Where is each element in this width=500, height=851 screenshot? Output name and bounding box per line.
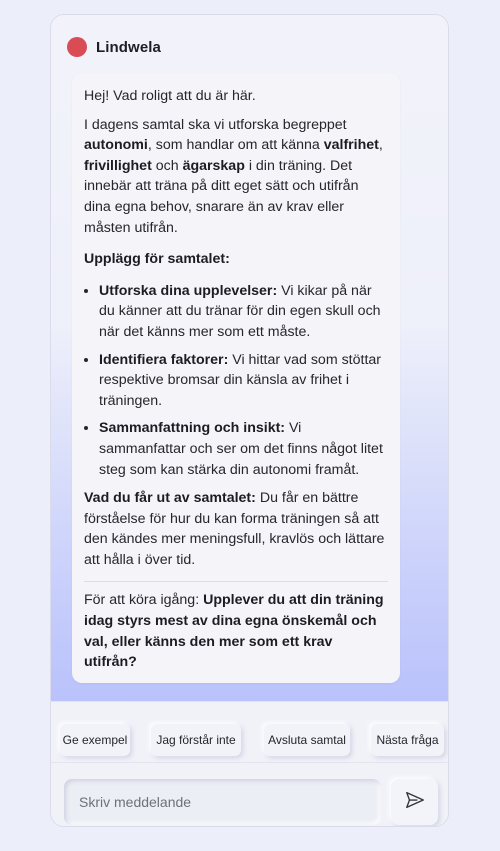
quick-reply-nasta-fraga[interactable]: Nästa fråga [371,724,444,756]
quick-reply-ge-exempel[interactable]: Ge exempel [60,724,130,756]
chat-messages-area [51,15,448,701]
quick-reply-jag-forstar-inte[interactable]: Jag förstår inte [151,724,241,756]
message-closing [84,590,388,672]
intro-term-autonomi: autonomi [84,137,148,154]
message-greeting: Hej! Vad roligt att du är här. [84,88,256,104]
plan-item-text: Vi sammanfattar och ser om det finns något litet steg som kan stärka din autonomi framåt. [99,420,383,478]
message-composer [51,763,448,827]
plan-item [99,350,388,412]
plan-heading [84,249,388,270]
intro-text: , som handlar om att känna [147,137,324,154]
plan-item-title: Sammanfattning och insikt: [99,420,286,437]
intro-text: I dagens samtal ska vi utforska begreppet [84,116,347,133]
outcome-title: Vad du får ut av samtalet: [84,490,256,507]
chat-header [67,37,161,57]
quick-reply-avsluta-samtal[interactable]: Avsluta samtal [264,724,350,756]
intro-term-agarskap: ägarskap [182,157,245,174]
send-button[interactable] [391,779,438,825]
send-icon [404,789,426,816]
message-intro [84,115,388,239]
plan-item-text: Vi kikar på när du känner att du tränar för din egen skull och när det känns mer som ett måste. [99,282,381,340]
plan-item-title: Utforska dina upplevelser: [99,282,278,299]
plan-item-title: Identifiera faktorer: [99,351,229,368]
plan-item [99,281,388,343]
bot-name: Lindwela [96,38,161,56]
plan-heading-text: Upplägg för samtalet: [84,251,230,268]
closing-prefix: För att köra igång: [84,592,204,609]
intro-term-frivillighet: frivillighet [84,157,152,174]
chat-window [50,14,449,827]
intro-term-valfrihet: valfrihet [323,137,379,154]
bot-avatar [67,37,87,57]
intro-text: , [378,137,383,154]
message-outcome [84,488,388,570]
plan-item [99,418,388,480]
plan-list [84,281,388,480]
intro-text: i din träning. Det innebär att träna på ditt eget sätt och utifrån dina egna behov, snarare än av krav eller måsten utifrån. [84,157,359,236]
message-divider [84,581,388,582]
bot-message-bubble [72,73,400,683]
message-input[interactable] [64,779,381,825]
plan-item-text: Vi hittar vad som stöttar respektive bromsar din känsla av frihet i träningen. [99,351,382,409]
closing-question: Upplever du att din träning idag styrs mest av dina egna önskemål och val, eller känns den mer som ett krav utifrån? [84,592,384,671]
quick-reply-bar [51,701,448,763]
outcome-text: Du får en bättre förståelse för hur du kan forma träningen så att den kändes mer meningsfull, kravlös och lättare att hålla i över tid. [84,490,385,568]
intro-text: och [151,157,183,174]
